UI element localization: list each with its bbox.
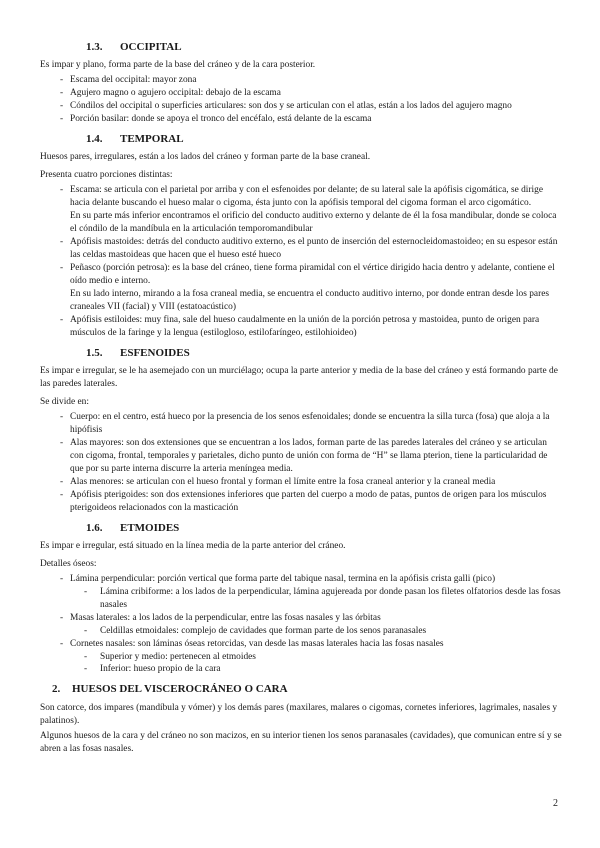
sub-list	[70, 625, 562, 638]
heading-temporal	[40, 132, 562, 147]
list-item	[40, 638, 562, 677]
heading-number: 1.4.	[86, 133, 103, 146]
paragraph: Es impar y plano, forma parte de la base del cráneo y de la cara posterior.	[40, 60, 316, 71]
heading-number: 1.6.	[86, 521, 103, 534]
list-item: - Apófisis estiloides: muy fina, sale del hueso caudalmente en la unión de la porción petrosa y mastoidea, punto de origen para músculos de la faringe y la lengua (estilogloso, estilofaríngeo, estilohioideo)	[40, 314, 562, 340]
list-item: - Cóndilos del occipital o superficies articulares: son dos y se articulan con el atlas, están a los lados del agujero magno	[40, 100, 562, 113]
document-page	[40, 40, 562, 757]
sub-list-item: - Superior y medio: pertenecen al etmoides	[70, 651, 562, 664]
list-item	[40, 262, 562, 314]
list-item-text: Peñasco (porción petrosa): es la base del cráneo, tiene forma piramidal con el vértice dirigido hacia dentro y adelante, contiene el oído medio e interno.	[70, 262, 555, 286]
list-item-text: Lámina perpendicular: porción vertical que forma parte del tabique nasal, termina en la apófisis crista galli (pico)	[70, 573, 496, 584]
heading-number: 2.	[52, 683, 61, 696]
list-item-text: Escama: se articula con el parietal por arriba y con el esfenoides por delante; de su lateral sale la apófisis cigomática, se dirige hacia delante buscando el hueso malar o cigoma, ésta junto con la apófisis temporal del cigoma forman el arco cigomático.	[70, 185, 543, 209]
bullet-list	[40, 411, 562, 515]
list-item: - Alas mayores: son dos extensiones que se encuentran a los lados, forman parte de las paredes laterales del cráneo y se articulan con cigoma, frontal, temporales y parietales, dicho punto de unión con forma de “H” se llama pterion, tiene la particularidad de que por su parte interna discurre la arteria meníngea media.	[40, 437, 562, 476]
list-item-text: Masas laterales: a los lados de la perpendicular, entre las fosas nasales y las órbitas	[70, 612, 381, 623]
list-item-continuation: En su lado interno, mirando a la fosa craneal media, se encuentra el conducto auditivo interno, por donde entran desde los pares craneales VII (facial) y VIII (estatoacústico)	[70, 288, 549, 312]
paragraph: Son catorce, dos impares (mandíbula y vómer) y los demás pares (maxilares, malares o cigomas, cornetes inferiores, lagrimales, nasales y palatinos).	[40, 702, 558, 726]
list-item: - Porción basilar: donde se apoya el tronco del encéfalo, está delante de la escama	[40, 113, 562, 126]
heading-number: 1.3.	[86, 41, 103, 53]
list-item: - Alas menores: se articulan con el hueso frontal y forman el límite entre la fosa craneal anterior y la craneal media	[40, 476, 562, 489]
list-item	[40, 184, 562, 236]
sub-list-item: - Inferior: hueso propio de la cara	[70, 663, 562, 676]
page-number: 2	[553, 798, 558, 809]
bullet-list	[40, 74, 562, 126]
bullet-list	[40, 184, 562, 340]
list-item	[40, 573, 562, 612]
heading-number: 1.5.	[86, 346, 103, 359]
list-item-text: Cornetes nasales: son láminas óseas retorcidas, van desde las masas laterales hacia las fosas nasales	[70, 638, 444, 649]
heading-occipital	[40, 40, 562, 55]
list-item: - Escama del occipital: mayor zona	[40, 74, 562, 87]
paragraph: Detalles óseos:	[40, 558, 97, 569]
heading-title: HUESOS DEL VISCEROCRÁNEO O CARA	[72, 683, 288, 696]
heading-title: ETMOIDES	[120, 521, 180, 534]
paragraph: Es impar e irregular, se le ha asemejado con un murciélago; ocupa la parte anterior y media de la base del cráneo y está formando parte de las paredes laterales.	[40, 365, 558, 389]
list-item: - Cuerpo: en el centro, está hueco por la presencia de los senos esfenoidales; donde se encuentra la silla turca (fosa) que aloja a la hipófisis	[40, 411, 562, 437]
paragraph: Huesos pares, irregulares, están a los lados del cráneo y forman parte de la base craneal.	[40, 152, 371, 163]
sub-list-item: - Celdillas etmoidales: complejo de cavidades que forman parte de los senos paranasales	[70, 625, 562, 638]
sub-list	[70, 651, 562, 677]
heading-viscerocraneo	[40, 682, 562, 697]
bullet-list	[40, 573, 562, 677]
list-item	[40, 612, 562, 638]
sub-list-item: - Lámina cribiforme: a los lados de la perpendicular, lámina agujereada por donde pasan los filetes olfatorios desde las fosas nasales	[70, 586, 562, 612]
paragraph: Es impar e irregular, está situado en la línea media de la parte anterior del cráneo.	[40, 540, 346, 551]
heading-title: TEMPORAL	[120, 133, 184, 146]
list-item: - Agujero magno o agujero occipital: debajo de la escama	[40, 87, 562, 100]
list-item: - Apófisis mastoides: detrás del conducto auditivo externo, es el punto de inserción del esternocleidomastoideo; en su espesor están las celdas mastoideas que hacen que el hueso esté hueco	[40, 236, 562, 262]
paragraph: Se divide en:	[40, 396, 89, 407]
heading-title: ESFENOIDES	[120, 346, 190, 359]
sub-list	[70, 586, 562, 612]
paragraph: Algunos huesos de la cara y del cráneo no son macizos, en su interior tienen los senos paranasales (cavidades), que comunican entre sí y se abren a las fosas nasales.	[40, 730, 562, 754]
heading-title: OCCIPITAL	[120, 41, 182, 53]
heading-esfenoides	[40, 346, 562, 361]
list-item-continuation: En su parte más inferior encontramos el orificio del conducto auditivo externo y delante de él la fosa mandibular, donde se coloca el cóndilo de la mandíbula en la articulación temporomandibular	[70, 211, 557, 235]
paragraph: Presenta cuatro porciones distintas:	[40, 170, 173, 181]
heading-etmoides	[40, 521, 562, 536]
list-item: - Apófisis pterigoides: son dos extensiones inferiores que parten del cuerpo a modo de patas, puntos de origen para los músculos pterigoideos relacionados con la masticación	[40, 489, 562, 515]
